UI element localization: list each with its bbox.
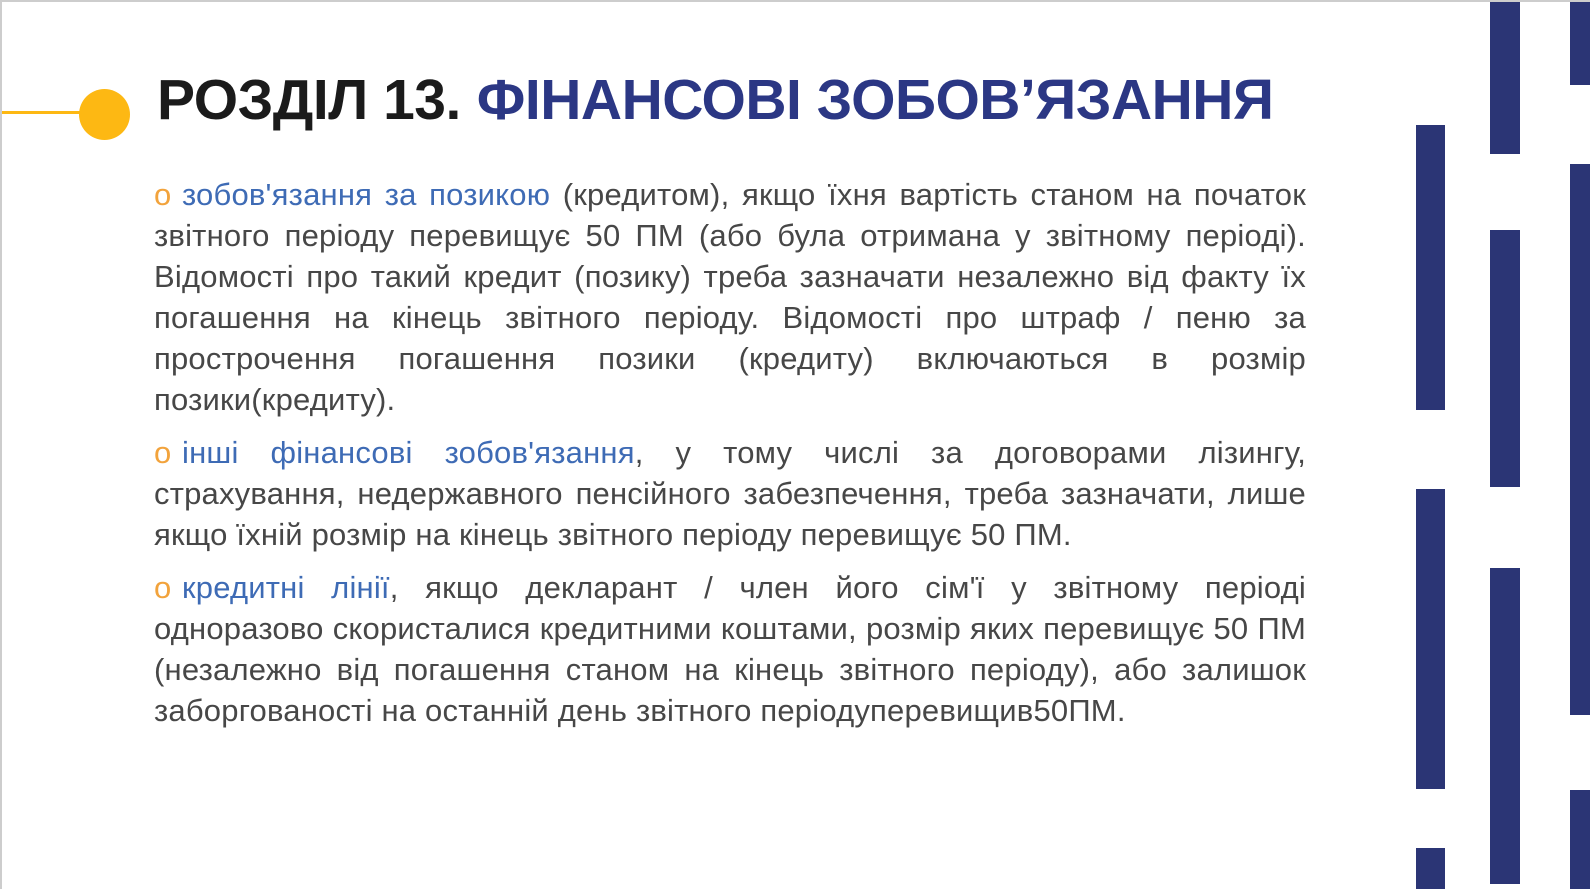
- bullet-highlight: кредитні лінії: [181, 570, 390, 605]
- bullet-text: (кредитом), якщо їхня вартість станом на початок звітного періоду перевищує 50 ПМ (або була отримана у звітному періоді). Відомості про такий кредит (позику) треба зазначати незалежно від факту їх погашення на кінець звітного періоду. Відомості про штраф / пеню за прострочення погашення позики (кредиту) включаються в розмір позики(кредиту).: [154, 177, 1306, 417]
- bullet-paragraph-other-obligations: [154, 432, 1306, 555]
- bullet-highlight: зобов'язання за позикою: [181, 177, 551, 212]
- bullet-text: , якщо декларант / член його сім'ї у звітному періоді одноразово скористалися кредитними коштами, розмір яких перевищує 50 ПМ (незалежно від погашення станом на кінець звітного періоду), або залишок заборгованості на останній день звітного періодуперевищив50ПМ.: [154, 570, 1306, 728]
- decor-bar: [1570, 164, 1590, 715]
- bullet-paragraph-loans: [154, 174, 1306, 420]
- accent-line: [2, 111, 86, 114]
- decor-bar: [1490, 230, 1520, 487]
- decor-bar: [1416, 489, 1445, 789]
- title-section-number: РОЗДІЛ 13.: [157, 68, 461, 132]
- decor-bar: [1490, 568, 1520, 884]
- decor-bar: [1416, 125, 1445, 410]
- slide-title: [157, 68, 1387, 132]
- accent-dot-icon: [79, 89, 130, 140]
- bullet-text: , у тому числі за договорами лізингу, страхування, недержавного пенсійного забезпечення, треба зазначати, лише якщо їхній розмір на кінець звітного періоду перевищує 50 ПМ.: [154, 435, 1307, 552]
- slide-body: [154, 174, 1306, 731]
- bullet-marker: о: [154, 177, 172, 212]
- bullet-marker: о: [154, 570, 172, 605]
- bullet-marker: о: [154, 435, 172, 470]
- decor-bar: [1490, 2, 1520, 154]
- bullet-highlight: інші фінансові зобов'язання: [181, 435, 635, 470]
- decor-bar: [1570, 2, 1590, 85]
- bullet-paragraph-credit-lines: [154, 567, 1306, 731]
- decor-bar: [1570, 790, 1590, 889]
- title-subject: ФІНАНСОВІ ЗОБОВ’ЯЗАННЯ: [476, 68, 1274, 132]
- decor-bar: [1416, 848, 1445, 889]
